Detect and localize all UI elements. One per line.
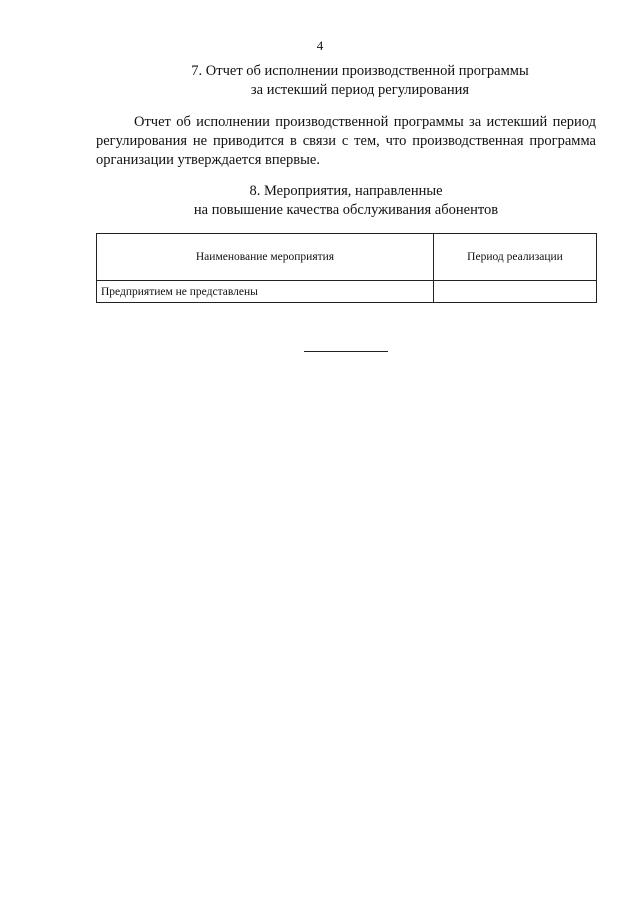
table-cell-implementation-period — [434, 281, 597, 303]
section-8-heading — [96, 182, 596, 220]
table-cell-measure-name: Предприятием не представлены — [97, 281, 434, 303]
section-7-title-line-1: 7. Отчет об исполнении производственной программы — [191, 63, 529, 79]
section-7-heading — [110, 62, 610, 100]
table-row — [97, 281, 597, 303]
section-7-paragraph: Отчет об исполнении производственной программы за истекший период регулирования не приводится в связи с тем, что производственная программа организации утверждается впервые. — [96, 114, 596, 168]
end-divider — [304, 351, 388, 352]
section-8-title-line-2: на повышение качества обслуживания абонентов — [193, 202, 499, 218]
section-8-title-line-1: 8. Мероприятия, направленные — [249, 183, 443, 199]
section-7-title-line-2: за истекший период регулирования — [250, 82, 470, 98]
column-header-implementation-period: Период реализации — [434, 234, 597, 281]
table-header-row — [97, 234, 597, 281]
column-header-measure-name: Наименование мероприятия — [97, 234, 434, 281]
page-number: 4 — [316, 38, 324, 53]
measures-table — [96, 233, 597, 303]
